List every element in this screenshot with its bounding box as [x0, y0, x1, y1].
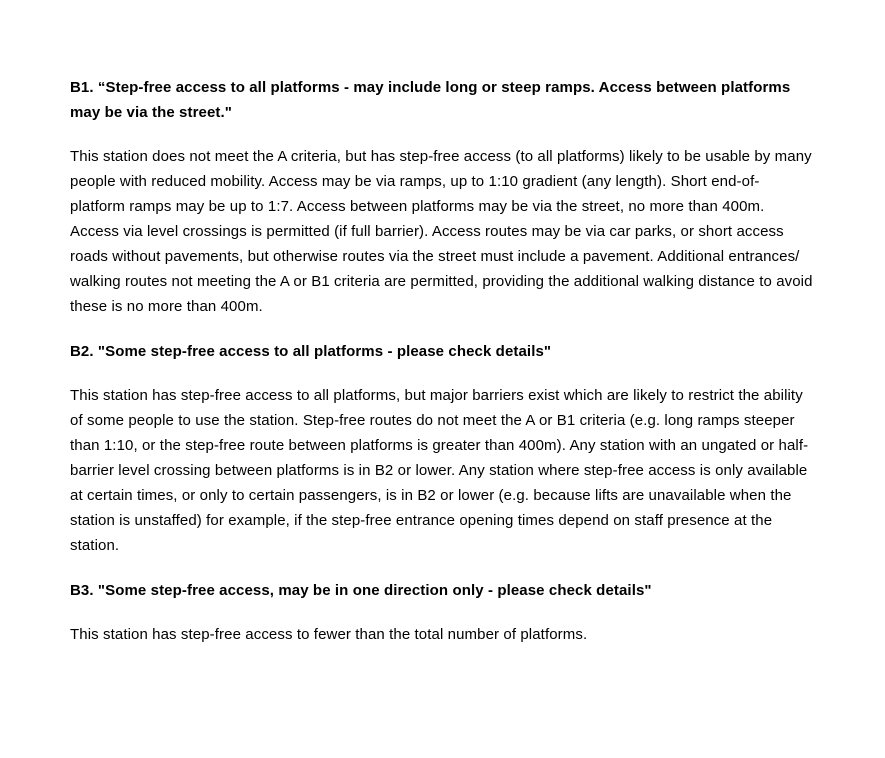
- section-b2-heading: B2. "Some step-free access to all platforms - please check details": [70, 343, 552, 360]
- section-b3-body: This station has step-free access to fewer than the total number of platforms.: [70, 626, 588, 643]
- section-b2-body: This station has step-free access to all platforms, but major barriers exist which are likely to restrict the ability of some people to use the station. Step-free routes do not meet the A or B1 criteria (e.g. long ramps steeper than 1:10, or the step-free route between platforms is greater than 400m). Any station with an ungated or half-barrier level crossing between platforms is in B2 or lower. Any station where step-free access is only available at certain times, or only to certain passengers, is in B2 or lower (e.g. because lifts are unavailable when the station is unstaffed) for example, if the step-free entrance opening times depend on staff presence at the station.: [70, 387, 809, 554]
- section-b3: [70, 578, 813, 647]
- section-b1-body: This station does not meet the A criteria, but has step-free access (to all platforms) likely to be usable by many people with reduced mobility. Access may be via ramps, up to 1:10 gradient (any length). Short end-of-platform ramps may be up to 1:7. Access between platforms may be via the street, no more than 400m. Access via level crossings is permitted (if full barrier). Access routes may be via car parks, or short access roads without pavements, but otherwise routes via the street must include a pavement. Additional entrances/ walking routes not meeting the A or B1 criteria are permitted, providing the additional walking distance to avoid these is no more than 400m.: [70, 148, 813, 315]
- section-b1-heading: B1. “Step-free access to all platforms - may include long or steep ramps. Access between platforms may be via the street.": [70, 79, 791, 121]
- section-b2: [70, 339, 813, 558]
- section-b3-heading: B3. "Some step-free access, may be in one direction only - please check details": [70, 582, 652, 599]
- section-b1: [70, 75, 813, 319]
